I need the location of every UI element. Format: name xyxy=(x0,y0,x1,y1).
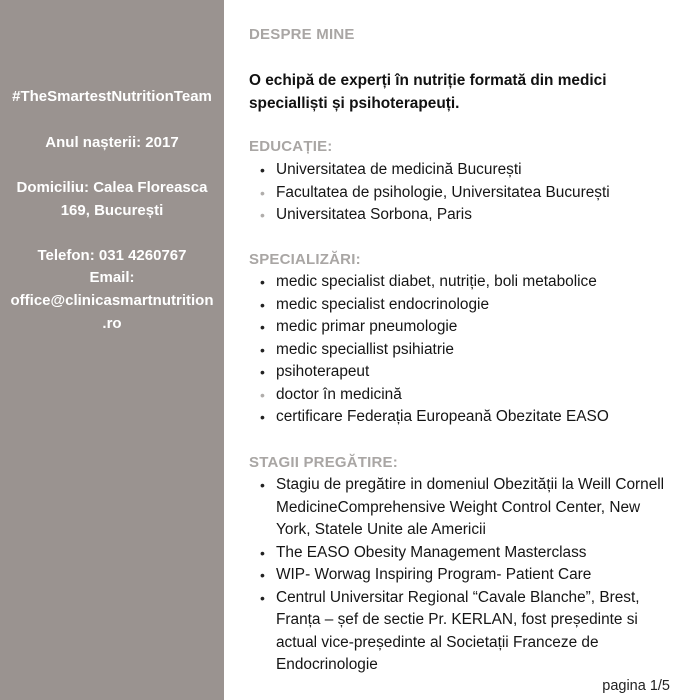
education-heading: EDUCAȚIE: xyxy=(249,138,333,155)
about-heading: DESPRE MINE xyxy=(249,26,355,43)
list-item: • Centrul Universitar Regional “Cavale Blanche”, Brest, Franța – șef de sectie Pr. KERLAN, fost președinte si actual vice-președinte al Societații Franceze de Endocrinologie xyxy=(260,587,665,677)
email-line-2: .ro xyxy=(102,315,122,332)
hashtag: #TheSmartestNutritionTeam xyxy=(12,88,212,105)
phone: Telefon: 031 4260767 xyxy=(37,247,187,264)
email-line-1: office@clinicasmartnutrition xyxy=(10,292,214,309)
about-text: O echipă de experți în nutriție formată din medici specialliști și psihoterapeuți. xyxy=(249,72,607,112)
sidebar xyxy=(0,0,224,700)
list-item: • WIP- Worwag Inspiring Program- Patient Care xyxy=(260,564,665,587)
email-label: Email: xyxy=(89,269,135,286)
list-item: • certificare Federația Europeană Obezitate EASO xyxy=(260,406,665,429)
list-item: • psihoterapeut xyxy=(260,361,665,384)
list-item: • Facultatea de psihologie, Universitatea București xyxy=(260,182,665,205)
specializations-heading: SPECIALIZĂRI: xyxy=(249,251,361,268)
address-line-2: 169, București xyxy=(60,202,164,219)
address-line-1: Domiciliu: Calea Floreasca xyxy=(16,179,208,196)
list-item: • doctor în medicină xyxy=(260,384,665,407)
page-number: pagina 1/5 xyxy=(602,678,670,694)
list-item: • medic specialist endocrinologie xyxy=(260,294,665,317)
list-item: • medic specialist diabet, nutriție, boli metabolice xyxy=(260,271,665,294)
education-list xyxy=(260,159,665,227)
list-item: • Stagiu de pregătire in domeniul Obezității la Weill Cornell MedicineComprehensive Weight Control Center, New York, Statele Unite ale Americii xyxy=(260,474,665,542)
birth-year: Anul nașterii: 2017 xyxy=(45,134,179,151)
main-content xyxy=(224,0,700,700)
specializations-list xyxy=(260,271,665,429)
training-heading: STAGII PREGĂTIRE: xyxy=(249,454,398,471)
list-item: • medic primar pneumologie xyxy=(260,316,665,339)
list-item: • The EASO Obesity Management Masterclass xyxy=(260,542,665,565)
training-list xyxy=(260,474,665,677)
list-item: • Universitatea Sorbona, Paris xyxy=(260,204,665,227)
list-item: • medic speciallist psihiatrie xyxy=(260,339,665,362)
list-item: • Universitatea de medicină București xyxy=(260,159,665,182)
